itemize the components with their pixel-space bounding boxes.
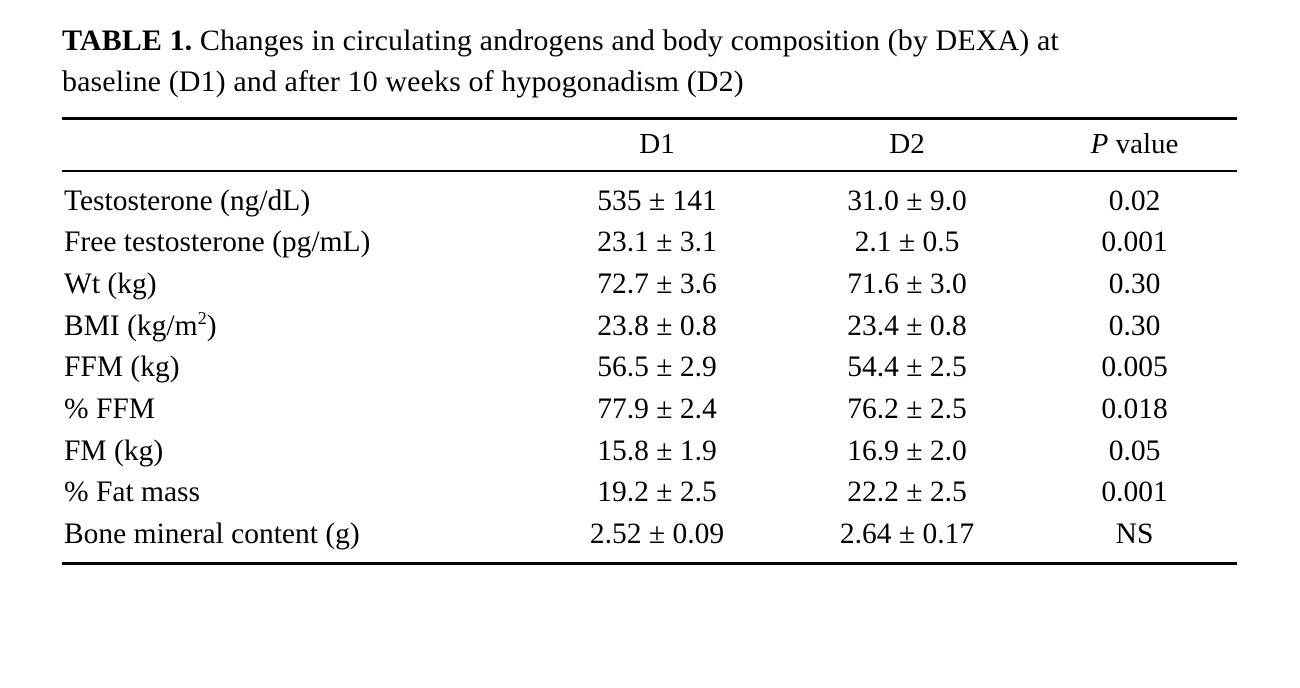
column-header-d1: D1 <box>532 118 782 171</box>
row-p-value: 0.02 <box>1108 184 1161 217</box>
table-caption-label: TABLE 1. <box>62 24 193 57</box>
table-row <box>62 389 1237 431</box>
row-d2-value: 76.2 ± 2.5 <box>847 392 967 425</box>
row-label: Wt (kg) <box>64 268 157 301</box>
row-d2-value: 16.9 ± 2.0 <box>847 434 967 467</box>
row-label: FFM (kg) <box>64 351 180 384</box>
row-p-value: 0.018 <box>1101 392 1168 425</box>
p-value-word: value <box>1108 127 1179 160</box>
table-row <box>62 431 1237 473</box>
row-label-base: BMI (kg/m <box>64 309 198 342</box>
row-d2-value: 54.4 ± 2.5 <box>847 351 967 384</box>
row-d2-value: 71.6 ± 3.0 <box>847 268 967 301</box>
table-header-row <box>62 118 1237 171</box>
row-d2-value: 2.1 ± 0.5 <box>854 226 960 259</box>
table-row <box>62 306 1237 348</box>
table-row <box>62 264 1237 306</box>
row-p-value: 0.30 <box>1108 268 1161 301</box>
row-p-value: 0.005 <box>1101 351 1168 384</box>
row-label: Free testosterone (pg/mL) <box>64 226 371 259</box>
row-d1-value: 19.2 ± 2.5 <box>597 476 717 509</box>
row-label-tail: ) <box>206 309 217 342</box>
row-p-value: NS <box>1115 517 1154 550</box>
row-label: Bone mineral content (g) <box>64 517 360 550</box>
row-d2-value: 31.0 ± 9.0 <box>847 184 967 217</box>
table-body <box>62 171 1237 562</box>
row-label: % FFM <box>64 392 155 425</box>
row-d1-value: 535 ± 141 <box>597 184 717 217</box>
p-symbol: P <box>1090 127 1109 160</box>
table-row <box>62 514 1237 562</box>
row-p-value: 0.001 <box>1101 476 1168 509</box>
row-d2-value: 22.2 ± 2.5 <box>847 476 967 509</box>
row-d1-value: 15.8 ± 1.9 <box>597 434 717 467</box>
data-table <box>62 117 1237 562</box>
row-p-value: 0.05 <box>1108 434 1161 467</box>
row-d1-value: 72.7 ± 3.6 <box>597 268 717 301</box>
table-head <box>62 118 1237 171</box>
row-label: % Fat mass <box>64 476 201 509</box>
table-row <box>62 347 1237 389</box>
table-row <box>62 472 1237 514</box>
column-header-blank <box>62 118 532 171</box>
row-p-value: 0.001 <box>1101 226 1168 259</box>
table-row <box>62 171 1237 223</box>
table-caption <box>62 20 1152 103</box>
row-d2-value: 2.64 ± 0.17 <box>839 517 975 550</box>
row-d1-value: 56.5 ± 2.9 <box>597 351 717 384</box>
row-d1-value: 2.52 ± 0.09 <box>589 517 725 550</box>
row-d1-value: 23.1 ± 3.1 <box>597 226 717 259</box>
table-bottom-rule <box>62 562 1237 565</box>
row-label: FM (kg) <box>64 434 164 467</box>
row-label-superscript: 2 <box>197 307 207 328</box>
column-header-p-value <box>1032 118 1237 171</box>
row-label <box>62 306 532 348</box>
row-d1-value: 77.9 ± 2.4 <box>597 392 717 425</box>
table-row <box>62 222 1237 264</box>
row-d1-value: 23.8 ± 0.8 <box>597 309 717 342</box>
row-p-value: 0.30 <box>1108 309 1161 342</box>
column-header-d2: D2 <box>782 118 1032 171</box>
row-d2-value: 23.4 ± 0.8 <box>847 309 967 342</box>
row-label: Testosterone (ng/dL) <box>64 184 311 217</box>
table-caption-text: Changes in circulating androgens and body composition (by DEXA) at baseline (D1) and after 10 weeks of hypogonadism (D2) <box>62 24 1059 99</box>
